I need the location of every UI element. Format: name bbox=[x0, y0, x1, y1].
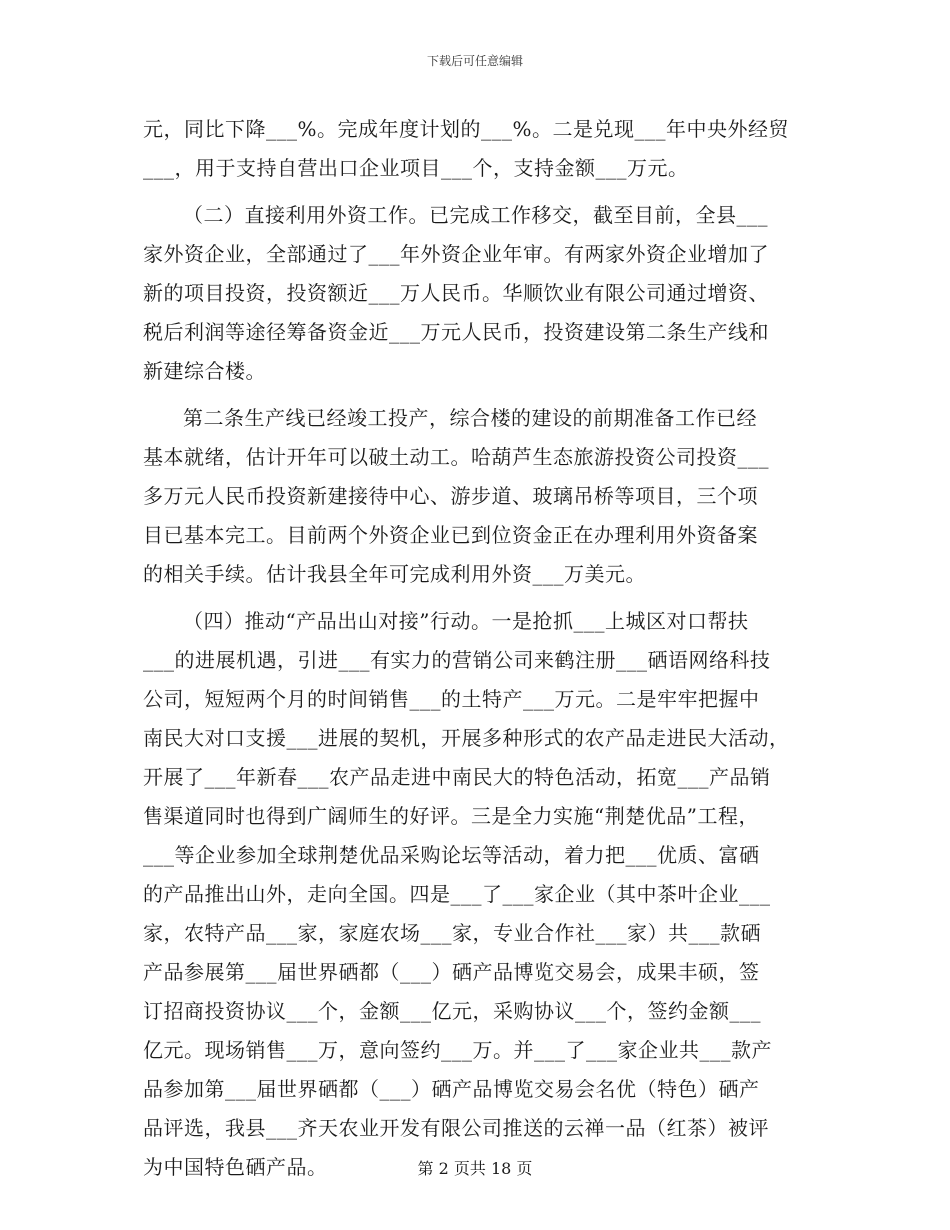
page-footer: 第 2 页共 18 页 bbox=[417, 1159, 533, 1178]
text-line: ___的进展机遇，引进___有实力的营销公司来鹤注册___硒语网络科技 bbox=[143, 648, 771, 672]
text-line: 税后利润等途径筹备资金近___万元人民币，投资建设第二条生产线和 bbox=[143, 320, 769, 344]
page-header: 下载后可任意编辑 bbox=[426, 54, 523, 68]
paragraph-start-line: （四）推动“产品出山对接”行动。一是抢抓___上城区对口帮扶 bbox=[183, 609, 749, 633]
text-line: 的产品推出山外，走向全国。四是___了___家企业（其中茶叶企业___ bbox=[143, 882, 771, 906]
text-line: 为中国特色硒产品。 bbox=[143, 1155, 328, 1179]
paragraph-start-line: （二）直接利用外资工作。已完成工作移交，截至目前，全县___ bbox=[183, 203, 768, 227]
text-line: 开展了___年新春___农产品走进中南民大的特色活动，拓宽___产品销 bbox=[143, 765, 771, 789]
text-line: 元，同比下降___%。完成年度计划的___%。二是兑现___年中央外经贸 bbox=[143, 117, 790, 141]
text-line: 亿元。现场销售___万，意向签约___万。并___了___家企业共___款产 bbox=[143, 1038, 772, 1062]
text-line: 的相关手续。估计我县全年可完成利用外资___万美元。 bbox=[143, 562, 646, 586]
text-line: 南民大对口支援___进展的契机，开展多种形式的农产品走进民大活动， bbox=[143, 726, 790, 750]
text-line: 新的项目投资，投资额近___万人民币。华顺饮业有限公司通过增资、 bbox=[143, 281, 769, 305]
document-body bbox=[143, 110, 803, 1187]
text-line: 品参加第___届世界硒都（___）硒产品博览交易会名优（特色）硒产 bbox=[143, 1077, 760, 1101]
text-line: 售渠道同时也得到广阔师生的好评。三是全力实施“荆楚优品”工程， bbox=[143, 804, 759, 828]
text-line: 目已基本完工。目前两个外资企业已到位资金正在办理利用外资备案 bbox=[143, 523, 758, 547]
text-line: 订招商投资协议___个，金额___亿元，采购协议___个，签约金额___ bbox=[143, 999, 761, 1023]
text-line: 产品参展第___届世界硒都（___）硒产品博览交易会，成果丰硕，签 bbox=[143, 960, 760, 984]
text-line: 基本就绪，估计开年可以破土动工。哈葫芦生态旅游投资公司投资___ bbox=[143, 445, 769, 469]
text-line: 多万元人民币投资新建接待中心、游步道、玻璃吊桥等项目，三个项 bbox=[143, 484, 758, 508]
text-line: 新建综合楼。 bbox=[143, 359, 266, 383]
text-line: 家，农特产品___家，家庭农场___家，专业合作社___家）共___款硒 bbox=[143, 921, 761, 945]
text-line: ___，用于支持自营出口企业项目___个，支持金额___万元。 bbox=[143, 156, 689, 180]
text-line: ___等企业参加全球荆楚优品采购论坛等活动，着力把___优质、富硒 bbox=[143, 843, 760, 867]
text-line: 家外资企业，全部通过了___年外资企业年审。有两家外资企业增加了 bbox=[143, 242, 769, 266]
paragraph-start-line: 第二条生产线已经竣工投产，综合楼的建设的前期准备工作已经 bbox=[183, 406, 757, 430]
text-line: 公司，短短两个月的时间销售___的土特产___万元。二是牢牢把握中 bbox=[143, 687, 760, 711]
text-line: 品评选，我县___齐天农业开发有限公司推送的云禅一品（红茶）被评 bbox=[143, 1116, 769, 1140]
